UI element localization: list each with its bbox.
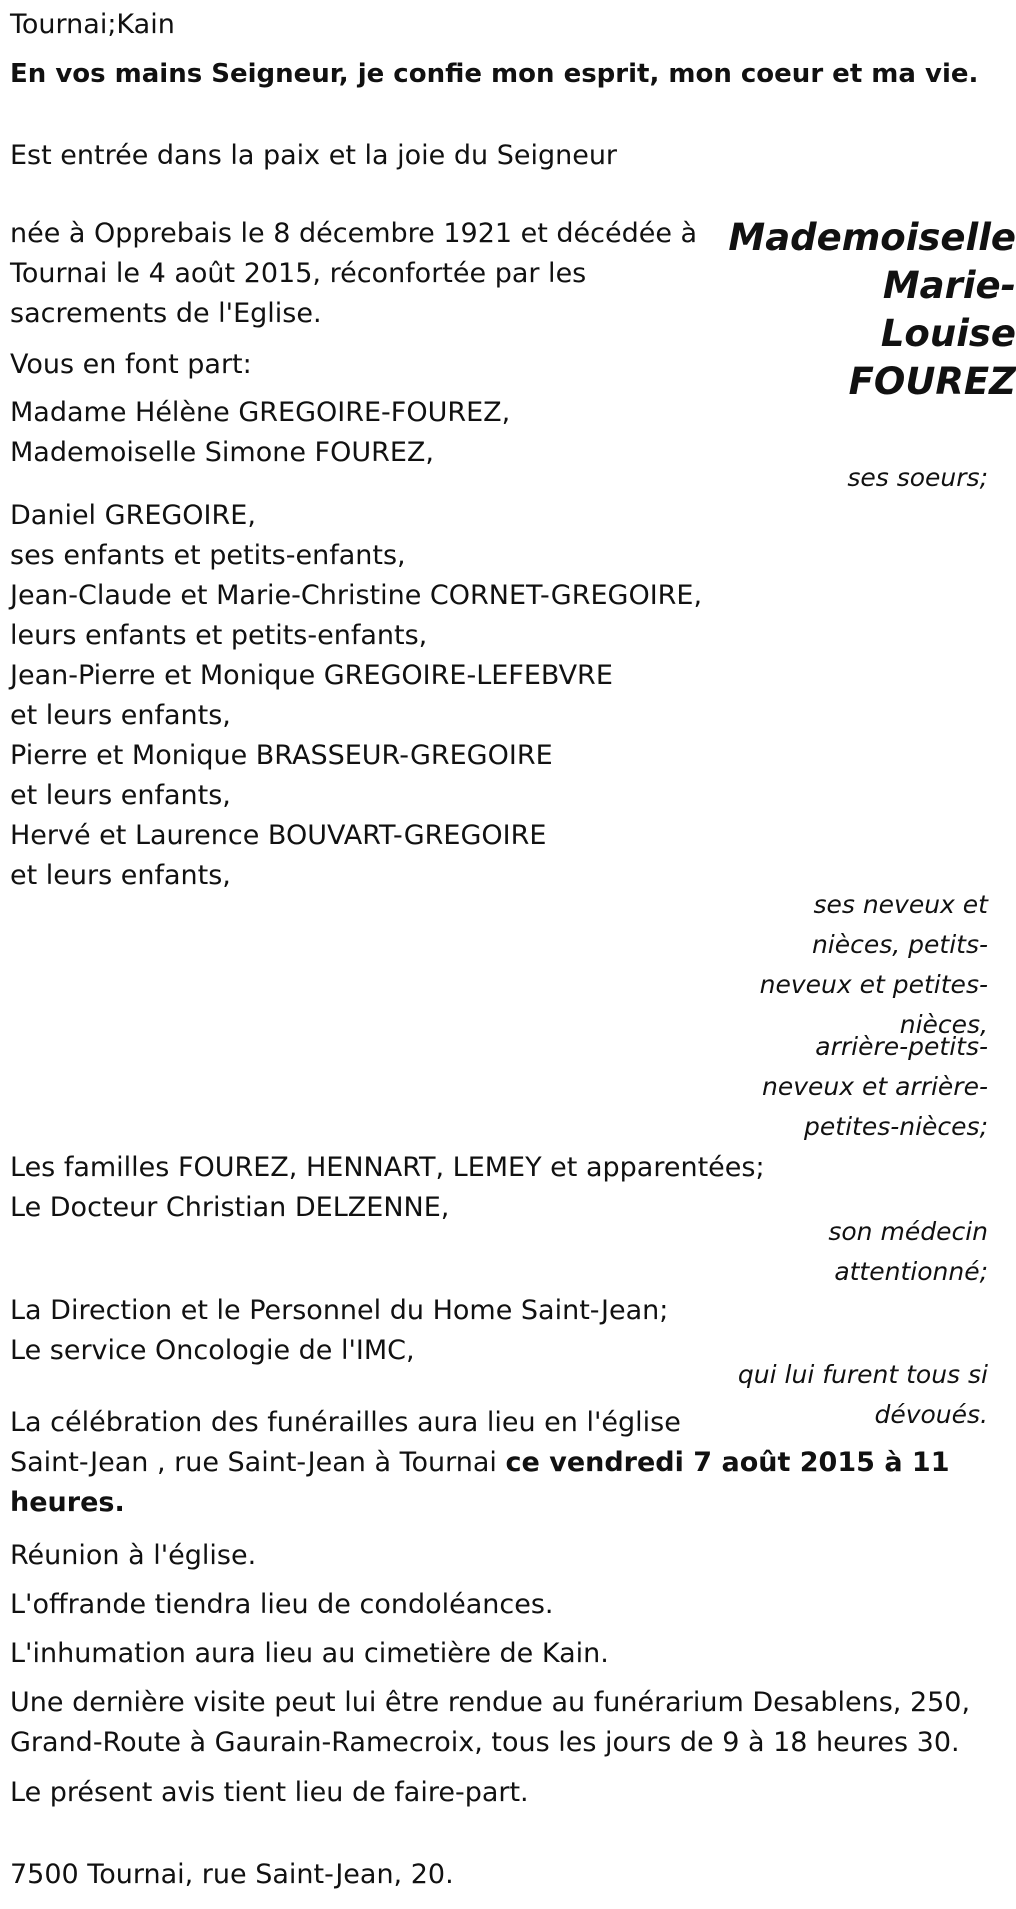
relation-line: dévoués. [874,1400,988,1429]
deceased-title: Mademoiselle [728,216,1016,259]
list-item: Hervé et Laurence BOUVART-GREGOIRE [10,820,547,851]
offrande-line: L'offrande tiendra lieu de condoléances. [10,1589,554,1620]
inhumation-line: L'inhumation aura lieu au cimetière de Kain. [10,1638,609,1669]
families-text [10,1148,765,1228]
sisters-relation: ses soeurs; [847,463,988,492]
relation-line: arrière-petits- [815,1032,988,1061]
deceased-given-name-1: Marie- [882,264,1016,307]
list-item: et leurs enfants, [10,780,231,811]
birth-line-3: sacrements de l'Eglise. [10,298,322,329]
oncology-line: Le service Oncologie de l'IMC, [10,1335,415,1366]
relation-line: son médecin [828,1217,988,1246]
deceased-surname: FOUREZ [848,360,1016,403]
nephews-list [10,496,702,896]
birth-line-2: Tournai le 4 août 2015, réconfortée par les [10,258,587,289]
families-line: Les familles FOUREZ, HENNART, LEMEY et apparentées; [10,1152,765,1183]
address-line: 7500 Tournai, rue Saint-Jean, 20. [10,1859,454,1890]
ceremony-place: Saint-Jean , rue Saint-Jean à Tournai [10,1447,506,1478]
ceremony-line-2 [10,1443,950,1483]
list-item: Madame Hélène GREGOIRE-FOUREZ, [10,397,511,428]
entered-peace-line: Est entrée dans la paix et la joie du Seigneur [10,140,618,171]
list-item: Jean-Claude et Marie-Christine CORNET-GREGOIRE, [10,580,703,611]
announce-line: Vous en font part: [10,349,252,380]
home-text [10,1291,668,1371]
verse: En vos mains Seigneur, je confie mon esprit, mon coeur et ma vie. [10,59,979,89]
doctor-line: Le Docteur Christian DELZENNE, [10,1192,450,1223]
great-nephews-relation [762,1027,988,1147]
reunion-line: Réunion à l'église. [10,1540,257,1571]
relation-line: petites-nièces; [804,1112,988,1141]
visit-line-1: Une dernière visite peut lui être rendue au funérarium Desablens, 250, [10,1687,971,1718]
birth-death-text [10,214,697,334]
list-item: ses enfants et petits-enfants, [10,540,406,571]
ceremony-hour: heures. [10,1487,125,1518]
deceased-name [726,214,1016,406]
relation-line: nièces, [899,1010,988,1039]
list-item: Pierre et Monique BRASSEUR-GREGOIRE [10,740,553,771]
relation-line: neveux et arrière- [761,1072,988,1101]
notice-line: Le présent avis tient lieu de faire-part. [10,1777,529,1808]
relation-line: nièces, petits- [811,930,988,959]
location-line: Tournai;Kain [10,9,175,40]
sisters-list [10,393,510,473]
list-item: Jean-Pierre et Monique GREGOIRE-LEFEBVRE [10,660,613,691]
relation-line: qui lui furent tous si [737,1360,988,1389]
birth-line-1: née à Opprebais le 8 décembre 1921 et décédée à [10,218,698,249]
visit-line-2: Grand-Route à Gaurain-Ramecroix, tous les jours de 9 à 18 heures 30. [10,1727,960,1758]
deceased-given-name-2: Louise [880,312,1016,355]
relation-line: ses neveux et [813,890,988,919]
list-item: Mademoiselle Simone FOUREZ, [10,437,434,468]
list-item: et leurs enfants, [10,700,231,731]
ceremony-date: ce vendredi 7 août 2015 à 11 [505,1447,950,1478]
relation-line: attentionné; [834,1257,988,1286]
list-item: et leurs enfants, [10,860,231,891]
ceremony-line-1: La célébration des funérailles aura lieu en l'église [10,1407,681,1438]
home-line: La Direction et le Personnel du Home Saint-Jean; [10,1295,669,1326]
doctor-relation [828,1212,988,1292]
ceremony-text [10,1403,950,1523]
list-item: Daniel GREGOIRE, [10,500,256,531]
nephews-relation [760,885,988,1045]
list-item: leurs enfants et petits-enfants, [10,620,428,651]
relation-line: neveux et petites- [759,970,988,999]
visit-text [10,1683,970,1763]
